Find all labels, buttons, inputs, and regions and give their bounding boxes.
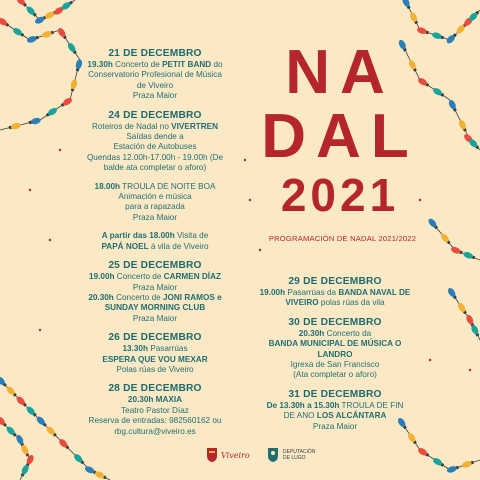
event-highlight: SUNDAY MORNING CLUB: [104, 303, 206, 313]
event-line: [70, 60, 240, 70]
light-bulb-icon: [15, 395, 28, 408]
event-line: [250, 401, 420, 411]
event-highlight: 20.30h: [88, 292, 114, 302]
event-text: Pasarrúas: [147, 344, 188, 354]
event-text: TROULA DE FIN: [339, 400, 404, 410]
event-line: [70, 314, 240, 324]
light-bulb-icon: [456, 302, 468, 315]
light-wire: [430, 220, 480, 260]
light-bulb-icon: [28, 117, 41, 126]
event-highlight: ESPERA QUE VOU MEXAR: [102, 354, 208, 364]
event-date: 31 DE DECEMBRO: [288, 388, 382, 400]
event-text: Praza Maior: [132, 282, 178, 292]
event-text: Visita de: [174, 231, 209, 241]
event-text: Pasarrúas da: [285, 288, 339, 297]
event-line: [70, 231, 240, 241]
event-highlight: De 13.30h a 15.30h: [266, 400, 340, 410]
event-line: [70, 70, 240, 80]
event-date: 25 DE DECEMBRO: [108, 260, 202, 272]
sparkle-dot: [59, 149, 61, 151]
event-text: Praza Maior: [132, 313, 178, 323]
event-highlight: 18.00h: [94, 181, 121, 191]
light-bulb-icon: [461, 459, 474, 468]
light-bulb-icon: [5, 385, 18, 398]
light-bulb-icon: [463, 133, 476, 146]
event-text: Saídas dende a: [126, 132, 184, 142]
event-28-de-decembro: [70, 383, 240, 437]
event-text: á vila de Viveiro: [148, 241, 209, 251]
light-wire: [0, 20, 80, 130]
event-line: [70, 303, 240, 313]
light-wire: [405, 0, 480, 40]
event-text: DE ANO: [283, 411, 317, 421]
light-bulb-icon: [24, 454, 35, 467]
event-text: Estación de Autobuses: [113, 142, 197, 152]
light-bulb-icon: [468, 138, 480, 151]
light-bulb-icon: [35, 415, 48, 428]
event-text: de Viveiro: [136, 80, 174, 90]
event-text: Praza Maior: [132, 91, 178, 101]
event-line: [70, 91, 240, 101]
event-line: [70, 406, 240, 416]
light-bulb-icon: [450, 246, 463, 256]
light-bulb-icon: [446, 287, 458, 300]
event-24-de-decembro: [70, 110, 240, 174]
event-entry-2: [70, 182, 240, 224]
light-bulb-icon: [8, 122, 21, 131]
light-bulb-icon: [25, 5, 38, 18]
light-bulb-icon: [15, 434, 26, 447]
light-bulb-icon: [56, 27, 68, 40]
event-text: do: [211, 60, 223, 69]
event-date: 30 DE DECEMBRO: [288, 316, 382, 328]
event-entry-3: [70, 231, 240, 252]
event-line: [250, 360, 420, 370]
event-text: Concerto da: [324, 328, 372, 338]
light-bulb-icon: [465, 314, 476, 327]
event-25-de-decembro: [70, 260, 240, 324]
light-bulb-icon: [45, 425, 58, 438]
event-highlight: 19.00h: [259, 288, 286, 297]
event-highlight: 13.30h: [122, 344, 148, 354]
light-bulb-icon: [45, 106, 58, 118]
event-line: [250, 339, 420, 349]
light-bulb-icon: [19, 464, 30, 477]
event-highlight: 20.30h MAXIA: [127, 395, 183, 405]
event-line: [70, 81, 240, 91]
event-26-de-decembro: [70, 332, 240, 375]
light-bulb-icon: [457, 119, 468, 132]
light-bulb-icon: [455, 22, 468, 35]
event-21-de-decembro: [70, 48, 240, 102]
light-bulb-icon: [34, 14, 47, 25]
event-line: [70, 242, 240, 252]
event-line: [70, 416, 240, 426]
events-right-column: [250, 276, 420, 440]
event-highlight: A partir das 18.00h: [101, 231, 175, 241]
light-bulb-icon: [94, 470, 107, 480]
event-highlight: 20.30h: [298, 328, 325, 338]
event-line: [70, 213, 240, 223]
event-text: TROULA DE NOITE BOA: [120, 181, 216, 191]
light-bulb-icon: [44, 9, 57, 20]
event-line: [70, 122, 240, 132]
event-highlight: JONI RAMOS e: [162, 292, 222, 302]
light-wire: [450, 290, 480, 340]
event-text: Quendas 12.00h-17.00h - 19.00h (De: [86, 152, 224, 162]
event-text: Praza Maior: [312, 421, 358, 431]
event-highlight: PETIT BAND: [162, 60, 212, 69]
light-bulb-icon: [41, 29, 54, 38]
light-bulb-icon: [432, 456, 445, 468]
sparkle-dot: [29, 189, 31, 191]
event-line: [70, 283, 240, 293]
light-bulb-icon: [0, 16, 10, 28]
light-bulb-icon: [5, 425, 18, 438]
light-bulb-icon: [416, 26, 429, 35]
event-line: [70, 153, 240, 163]
event-text: balde ata completar o aforo): [103, 163, 207, 173]
event-line: [250, 350, 420, 360]
event-text: para a rapazada: [125, 202, 185, 212]
event-text: rbg.cultura@viveiro.es: [114, 426, 196, 436]
event-highlight: BANDA MUNICIPAL DE MÚSICA O: [268, 339, 402, 349]
event-text: Concerto de: [114, 272, 164, 282]
event-30-de-decembro: [250, 317, 420, 381]
lugo-logo-text: DEPUTACIÓN DE LUGO: [283, 449, 316, 461]
light-bulb-icon: [26, 34, 39, 43]
event-line: [70, 427, 240, 437]
event-highlight: LOS ALCÁNTARA: [316, 411, 387, 421]
light-bulb-icon: [53, 4, 66, 16]
event-line: [250, 411, 420, 421]
events-left-column: [70, 48, 240, 445]
event-text: polas rúas da vila: [318, 298, 385, 308]
event-text: (Ata completar o aforo): [293, 370, 377, 380]
event-line: [70, 272, 240, 282]
light-bulb-icon: [447, 99, 458, 112]
sparkle-dot: [259, 249, 261, 251]
sparkle-dot: [469, 369, 471, 371]
event-line: [70, 142, 240, 152]
sponsor-logos: [200, 440, 360, 470]
event-date: 24 DE DECEMBRO: [108, 109, 202, 121]
event-line: [250, 288, 420, 298]
light-bulb-icon: [470, 324, 480, 337]
light-bulb-icon: [15, 0, 28, 8]
event-highlight: CARMEN DÍAZ: [163, 272, 221, 282]
event-text: Igrexa de San Francisco: [290, 360, 380, 370]
light-bulb-icon: [401, 0, 412, 10]
event-line: [70, 293, 240, 303]
event-line: [250, 329, 420, 339]
viveiro-logo-text: Viveiro: [221, 450, 250, 460]
sparkle-dot: [429, 359, 431, 361]
light-bulb-icon: [25, 405, 38, 418]
light-bulb-icon: [0, 415, 8, 428]
event-line: [70, 132, 240, 142]
event-highlight: 19.30h: [87, 60, 113, 69]
event-line: [250, 298, 420, 308]
event-date: 26 DE DECEMBRO: [108, 332, 202, 344]
event-line: [70, 355, 240, 365]
light-bulb-icon: [462, 251, 475, 261]
light-bulb-icon: [84, 465, 97, 476]
light-bulb-icon: [20, 444, 31, 457]
event-text: Polas rúas de Viveiro: [116, 364, 194, 374]
event-line: [250, 370, 420, 380]
light-bulb-icon: [468, 10, 480, 23]
event-line: [250, 422, 420, 432]
lugo-crest-icon: [266, 447, 280, 463]
event-text: Conservatorio Profesional de Música: [88, 70, 222, 80]
light-bulb-icon: [417, 446, 430, 458]
event-text: Concerto de: [113, 292, 163, 302]
title-year: 2021: [280, 169, 400, 221]
sparkle-dot: [49, 239, 51, 241]
event-date: 29 DE DECEMBRO: [288, 276, 382, 287]
event-highlight: 19.00h: [89, 272, 115, 282]
event-date: 28 DE DECEMBRO: [108, 383, 202, 395]
event-text: Teatro Pastor Díaz: [121, 405, 189, 415]
event-line: [70, 202, 240, 212]
light-bulb-icon: [446, 464, 459, 473]
light-wire: [0, 420, 30, 480]
title-line-1: NA: [285, 38, 395, 107]
event-line: [70, 182, 240, 192]
event-date: 21 DE DECEMBRO: [108, 48, 202, 59]
event-line: [70, 365, 240, 375]
event-text: Roteiros de Nadal no: [91, 121, 172, 131]
light-bulb-icon: [60, 0, 73, 11]
title-line-2: DAL: [261, 102, 419, 171]
event-highlight: VIVEIRO: [285, 298, 319, 308]
light-bulb-icon: [73, 453, 86, 466]
event-text: Concerto de: [112, 60, 163, 69]
light-bulb-icon: [12, 26, 25, 38]
event-highlight: PAPÁ NOEL: [101, 241, 149, 251]
light-bulb-icon: [409, 11, 420, 24]
event-highlight: LANDRO: [317, 349, 353, 359]
event-highlight: BANDA NAVAL DE: [338, 288, 411, 297]
event-31-de-decembro: [250, 389, 420, 432]
event-text: Animación e música: [118, 192, 192, 202]
event-line: [70, 344, 240, 354]
viveiro-crest-icon: [206, 447, 218, 463]
light-bulb-icon: [439, 232, 451, 245]
light-bulb-icon: [463, 15, 476, 28]
light-wire: [20, 0, 75, 20]
event-line: [70, 192, 240, 202]
event-line: [70, 395, 240, 405]
event-text: Praza Maior: [132, 212, 178, 222]
light-bulb-icon: [445, 32, 458, 45]
event-line: [70, 163, 240, 173]
event-text: Reserva de entradas: 982560162 ou: [88, 416, 222, 426]
event-29-de-decembro: [250, 276, 420, 309]
viveiro-logo: [206, 446, 250, 464]
sparkle-dot: [39, 329, 41, 331]
programme-subtitle: PROGRAMACIÓN DE NADAL 2021/2022: [268, 234, 417, 243]
light-bulb-icon: [0, 375, 8, 388]
event-highlight: VIVERTREN: [171, 121, 219, 131]
light-bulb-icon: [58, 438, 71, 451]
deputacion-lugo-logo: [266, 446, 323, 464]
